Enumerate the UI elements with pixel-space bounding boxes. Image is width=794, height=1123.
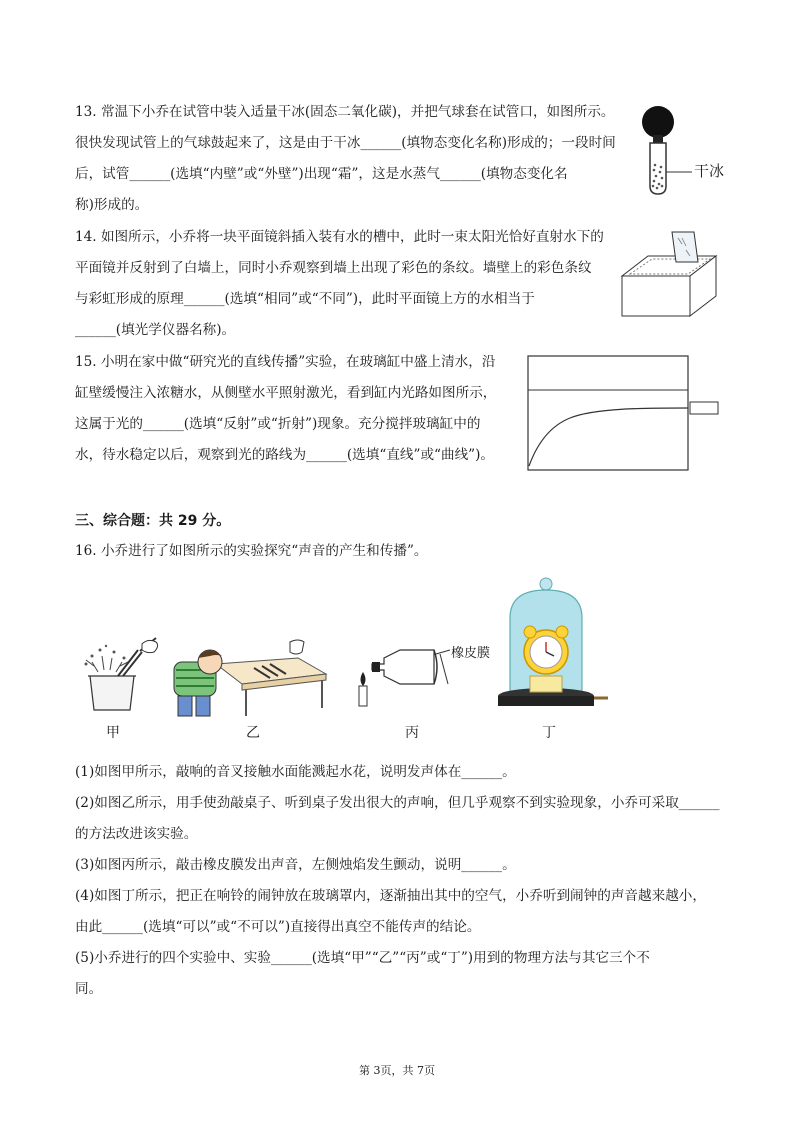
hand-icon <box>290 640 304 654</box>
q16-part-5: (5)小乔进行的四个实验中、实验______(选填“甲”“乙”“丙”或“丁”)用到的物理方法与其它三个不 <box>75 950 650 966</box>
bell-jar-clock-figure <box>494 572 614 722</box>
q16-part-2: (2)如图乙所示，用手使劲敲桌子、听到桌子发出很大的声响，但几乎观察不到实验现象，小乔可采取______ <box>75 795 720 811</box>
q16-part-4-cont: 由此______(选填“可以”或“不可以”)直接得出真空不能传声的结论。 <box>75 919 481 935</box>
glass-tank-laser-figure <box>525 352 723 474</box>
q13-line-3: 后，试管______(选填“内壁”或“外壁”)出现“霜”，这是水蒸气______(填物态变化名 <box>75 166 568 182</box>
section-3-heading: 三、综合题：共 29 分。 <box>75 513 231 529</box>
water-tank-mirror-figure <box>618 224 722 324</box>
figure-label-yi: 乙 <box>246 725 260 741</box>
page-number: 第 3页，共 7页 <box>359 1064 435 1077</box>
clock-stand <box>530 676 562 692</box>
membrane-label: 橡皮膜 <box>451 646 491 661</box>
figure-label-jia: 甲 <box>106 725 120 741</box>
q16-part-2-cont: 的方法改进该实验。 <box>75 826 198 842</box>
q15-line-3: 这属于光的______(选填“反射”或“折射”)现象。充分搅拌玻璃缸中的 <box>75 416 481 432</box>
child-table-figure <box>170 628 330 718</box>
tank-front <box>622 276 690 316</box>
child <box>174 650 222 716</box>
balloon-neck <box>653 135 663 143</box>
q14-line-2: 平面镜并反射到了白墙上，同时小乔观察到墙上出现了彩色的条纹。墙壁上的彩色条纹 <box>75 260 592 276</box>
figure-label-ding: 丁 <box>542 725 556 741</box>
laser-pointer <box>690 402 718 414</box>
q15-line-2: 缸壁缓慢注入浓糖水，从侧壁水平照射激光，看到缸内光路如图所示， <box>75 385 497 401</box>
bottle <box>372 650 434 684</box>
q13-line-4: 称)形成的。 <box>75 197 149 213</box>
glass-tank <box>528 356 688 470</box>
dry-ice-test-tube-figure <box>636 100 736 196</box>
q16-part-3: (3)如图丙所示，敲击橡皮膜发出声音，左侧烛焰发生颤动，说明______。 <box>75 857 516 873</box>
q13-line-1: 13. 常温下小乔在试管中装入适量干冰(固态二氧化碳)，并把气球套在试管口，如图所示。 <box>75 104 615 120</box>
q14-line-1: 14. 如图所示，小乔将一块平面镜斜插入装有水的槽中，此时一束太阳光恰好直射水下的 <box>75 229 604 245</box>
candle-flame <box>361 672 366 686</box>
figure-label-bing: 丙 <box>405 725 419 741</box>
q16-part-1: (1)如图甲所示，敲响的音叉接触水面能溅起水花，说明发声体在______。 <box>75 764 516 780</box>
q16-part-4: (4)如图丁所示，把正在响铃的闹钟放在玻璃罩内，逐渐抽出其中的空气，小乔听到闹钟的声音越来越小， <box>75 888 706 904</box>
plane-mirror <box>672 232 698 262</box>
tuning-fork-water-figure <box>76 636 164 718</box>
balloon <box>642 106 674 138</box>
q15-line-4: 水，待水稳定以后，观察到光的路线为______(选填“直线”或“曲线”)。 <box>75 447 495 463</box>
water-beaker <box>90 676 134 710</box>
q14-line-3: 与彩虹形成的原理______(选填“相同”或“不同”)，此时平面镜上方的水相当于 <box>75 291 535 307</box>
dry-ice-label: 干冰 <box>694 162 725 180</box>
q15-line-1: 15. 小明在家中做“研究光的直线传播”实验，在玻璃缸中盛上清水，沿 <box>75 354 496 370</box>
candle <box>359 686 367 706</box>
q14-line-4: ______(填光学仪器名称)。 <box>75 322 236 338</box>
hand-icon <box>142 640 158 652</box>
mallet-pointer <box>440 654 448 684</box>
q13-line-2: 很快发现试管上的气球鼓起来了，这是由于干冰______(填物态变化名称)形成的；一段时间 <box>75 135 616 151</box>
q16-part-5-cont: 同。 <box>75 981 103 997</box>
membrane-pointer <box>436 650 450 654</box>
q16-intro: 16. 小乔进行了如图所示的实验探究“声音的产生和传播”。 <box>75 543 428 559</box>
jar-knob <box>540 578 552 590</box>
